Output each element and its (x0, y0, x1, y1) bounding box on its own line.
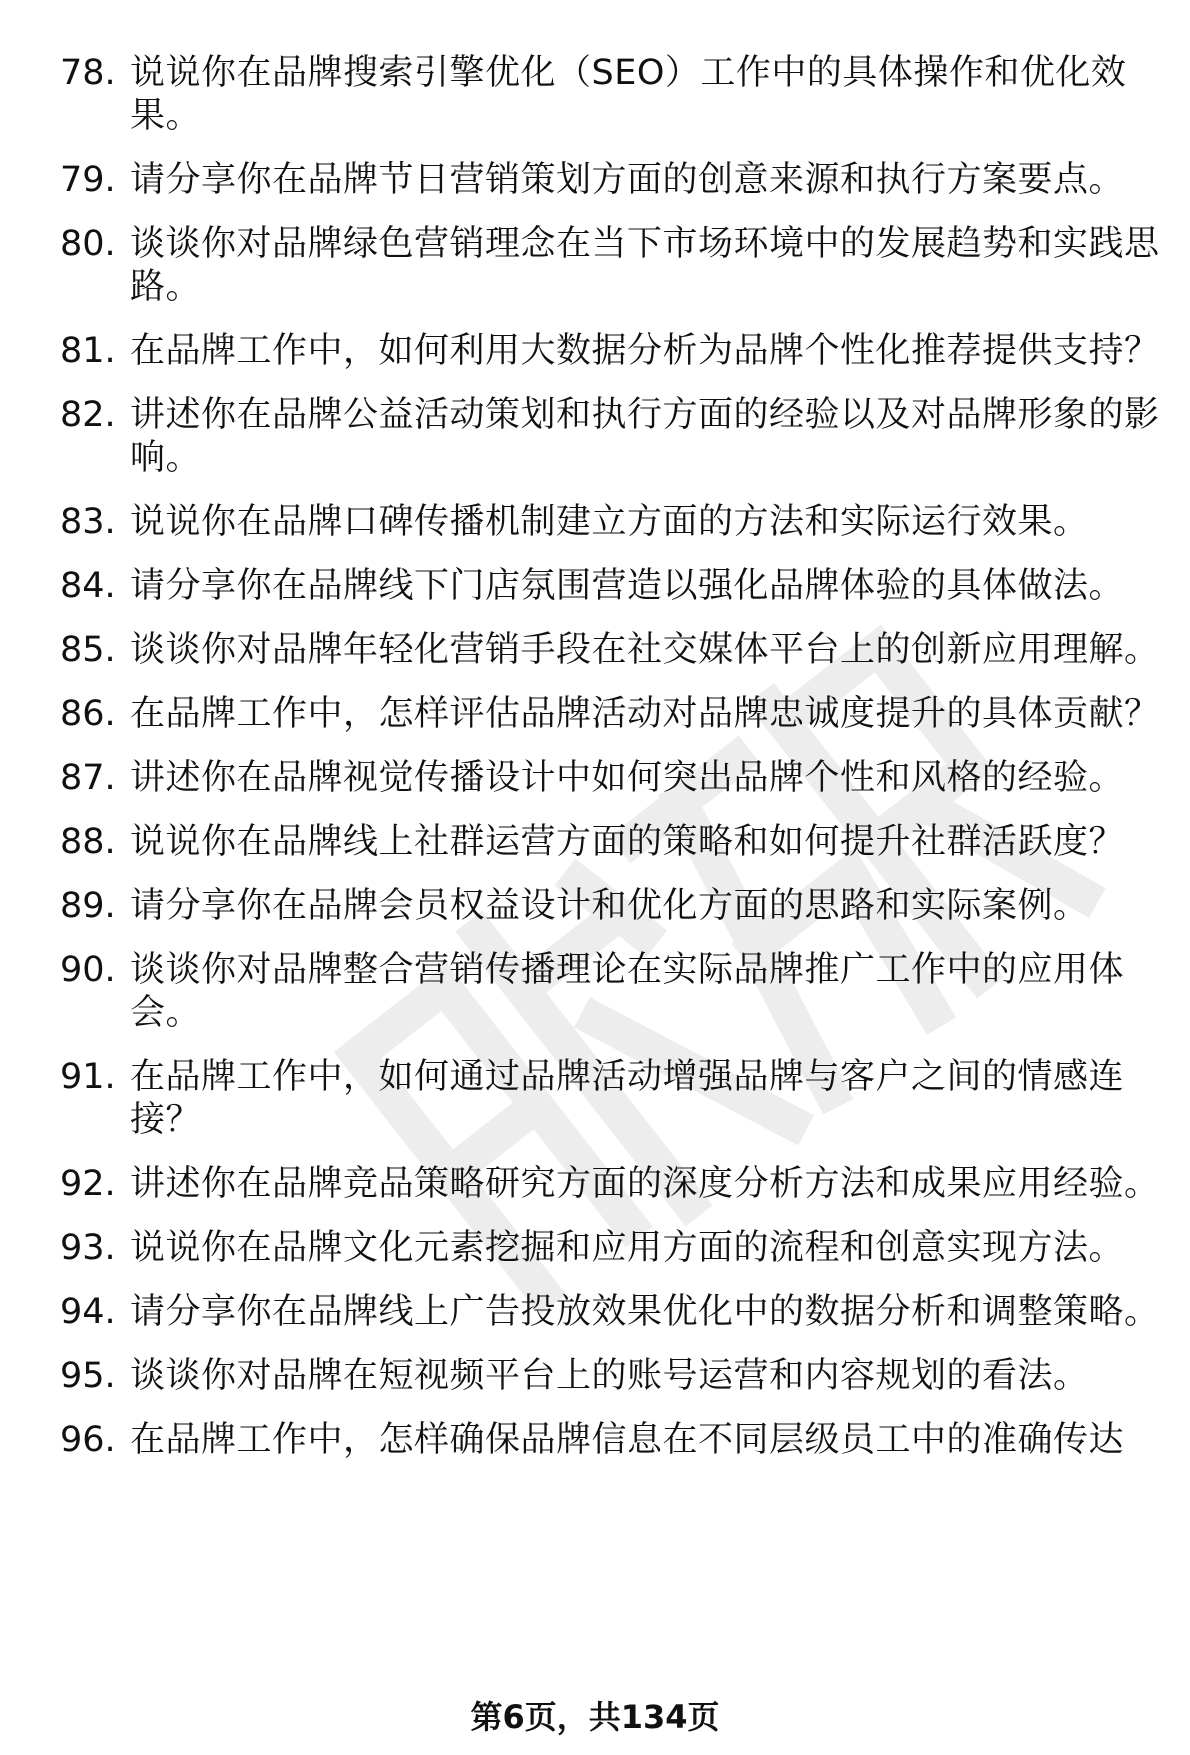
question-text: 谈谈你对品牌整合营销传播理论在实际品牌推广工作中的应用体会。 (130, 950, 1125, 1033)
question-item (60, 1056, 1160, 1142)
question-text: 谈谈你对品牌年轻化营销手段在社交媒体平台上的创新应用理解。 (130, 630, 1160, 670)
question-item (60, 1227, 1160, 1270)
question-text: 在品牌工作中，如何通过品牌活动增强品牌与客户之间的情感连接？ (130, 1057, 1125, 1140)
question-text: 说说你在品牌文化元素挖掘和应用方面的流程和创意实现方法。 (130, 1228, 1125, 1268)
question-text: 讲述你在品牌公益活动策划和执行方面的经验以及对品牌形象的影响。 (130, 395, 1160, 478)
question-number: 80. (60, 224, 116, 264)
question-text: 讲述你在品牌竞品策略研究方面的深度分析方法和成果应用经验。 (130, 1164, 1160, 1204)
question-number: 84. (60, 566, 116, 606)
question-item (60, 394, 1160, 480)
question-number: 86. (60, 694, 116, 734)
question-item (60, 629, 1160, 672)
question-text: 讲述你在品牌视觉传播设计中如何突出品牌个性和风格的经验。 (130, 758, 1125, 798)
question-item (60, 757, 1160, 800)
question-text: 请分享你在品牌线下门店氛围营造以强化品牌体验的具体做法。 (130, 566, 1125, 606)
question-item (60, 159, 1160, 202)
question-item (60, 949, 1160, 1035)
question-number: 87. (60, 758, 116, 798)
question-item (60, 501, 1160, 544)
question-text: 在品牌工作中，如何利用大数据分析为品牌个性化推荐提供支持？ (130, 331, 1160, 371)
question-number: 94. (60, 1292, 116, 1332)
question-text: 说说你在品牌线上社群运营方面的策略和如何提升社群活跃度？ (130, 822, 1125, 862)
question-item (60, 330, 1160, 373)
question-number: 78. (60, 53, 116, 93)
question-item (60, 565, 1160, 608)
question-number: 93. (60, 1228, 116, 1268)
question-item (60, 693, 1160, 736)
question-text: 谈谈你对品牌绿色营销理念在当下市场环境中的发展趋势和实践思路。 (130, 224, 1160, 307)
question-number: 83. (60, 502, 116, 542)
question-text: 谈谈你对品牌在短视频平台上的账号运营和内容规划的看法。 (130, 1356, 1089, 1396)
question-number: 82. (60, 395, 116, 435)
question-number: 79. (60, 160, 116, 200)
question-number: 81. (60, 331, 116, 371)
question-text: 在品牌工作中，怎样确保品牌信息在不同层级员工中的准确传达 (130, 1420, 1125, 1460)
question-number: 89. (60, 886, 116, 926)
question-text: 请分享你在品牌节日营销策划方面的创意来源和执行方案要点。 (130, 160, 1125, 200)
question-item (60, 821, 1160, 864)
question-number: 96. (60, 1420, 116, 1460)
question-item (60, 1163, 1160, 1206)
question-item (60, 1419, 1160, 1462)
question-number: 90. (60, 950, 116, 990)
page-number-footer: 第6页，共134页 (470, 1698, 720, 1736)
question-item (60, 1355, 1160, 1398)
question-list (60, 52, 1160, 1483)
question-number: 85. (60, 630, 116, 670)
question-item (60, 223, 1160, 309)
question-text: 请分享你在品牌线上广告投放效果优化中的数据分析和调整策略。 (130, 1292, 1160, 1332)
question-item (60, 52, 1160, 138)
question-number: 88. (60, 822, 116, 862)
question-text: 在品牌工作中，怎样评估品牌活动对品牌忠诚度提升的具体贡献？ (130, 694, 1160, 734)
question-text: 说说你在品牌口碑传播机制建立方面的方法和实际运行效果。 (130, 502, 1089, 542)
question-text: 请分享你在品牌会员权益设计和优化方面的思路和实际案例。 (130, 886, 1089, 926)
question-text: 说说你在品牌搜索引擎优化（SEO）工作中的具体操作和优化效果。 (130, 53, 1127, 136)
question-item (60, 885, 1160, 928)
question-number: 91. (60, 1057, 116, 1097)
question-number: 95. (60, 1356, 116, 1396)
question-number: 92. (60, 1164, 116, 1204)
question-item (60, 1291, 1160, 1334)
